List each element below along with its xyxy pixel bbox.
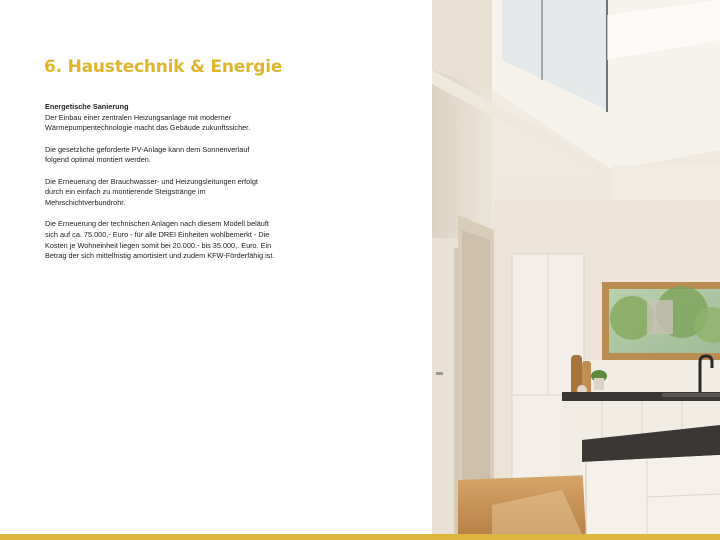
bottom-accent-bar: [0, 534, 720, 540]
text-line: Die Erneuerung der technischen Anlagen nach diesem Modell beläuft: [45, 219, 269, 229]
text-line: Die Erneuerung der Brauchwasser- und Heizungsleitungen erfolgt: [45, 176, 258, 186]
page-title: 6. Haustechnik & Energie: [44, 57, 283, 77]
text-line: Der Einbau einer zentralen Heizungsanlage mit moderner: [45, 112, 232, 122]
text-line: Betrag der sich mittelfristig amortisiert und zudem KFW-Förderfähig ist.: [45, 251, 275, 261]
section-heading: Energetische Sanierung: [45, 102, 129, 111]
text-line: folgend optimal montiert werden.: [45, 155, 151, 165]
kitchen-illustration: [432, 0, 720, 534]
paragraph-4: [45, 219, 315, 262]
paragraph-1: [45, 102, 315, 134]
paragraph-3: [45, 177, 315, 209]
text-line: Kosten je Wohneinheit liegen somit bei 20.000.- bis 35.000,. Euro. Ein: [45, 240, 272, 250]
text-line: durch ein einfach zu montierende Steigstränge im: [45, 187, 206, 197]
kitchen-interior-photo: [432, 0, 720, 534]
text-line: Mehrschichtverbundrohr.: [45, 197, 126, 207]
body-text: [45, 102, 315, 272]
text-line: Wärmepumpentechnologie macht das Gebäude zukunftssicher.: [45, 123, 251, 133]
text-line: Die gesetzliche geforderte PV-Anlage kann dem Sonnenverlauf: [45, 144, 250, 154]
paragraph-2: [45, 145, 315, 166]
text-line: sich auf ca. 75.000,- Euro - für alle DREI Einheiten wohlbemerkt - Die: [45, 229, 270, 239]
